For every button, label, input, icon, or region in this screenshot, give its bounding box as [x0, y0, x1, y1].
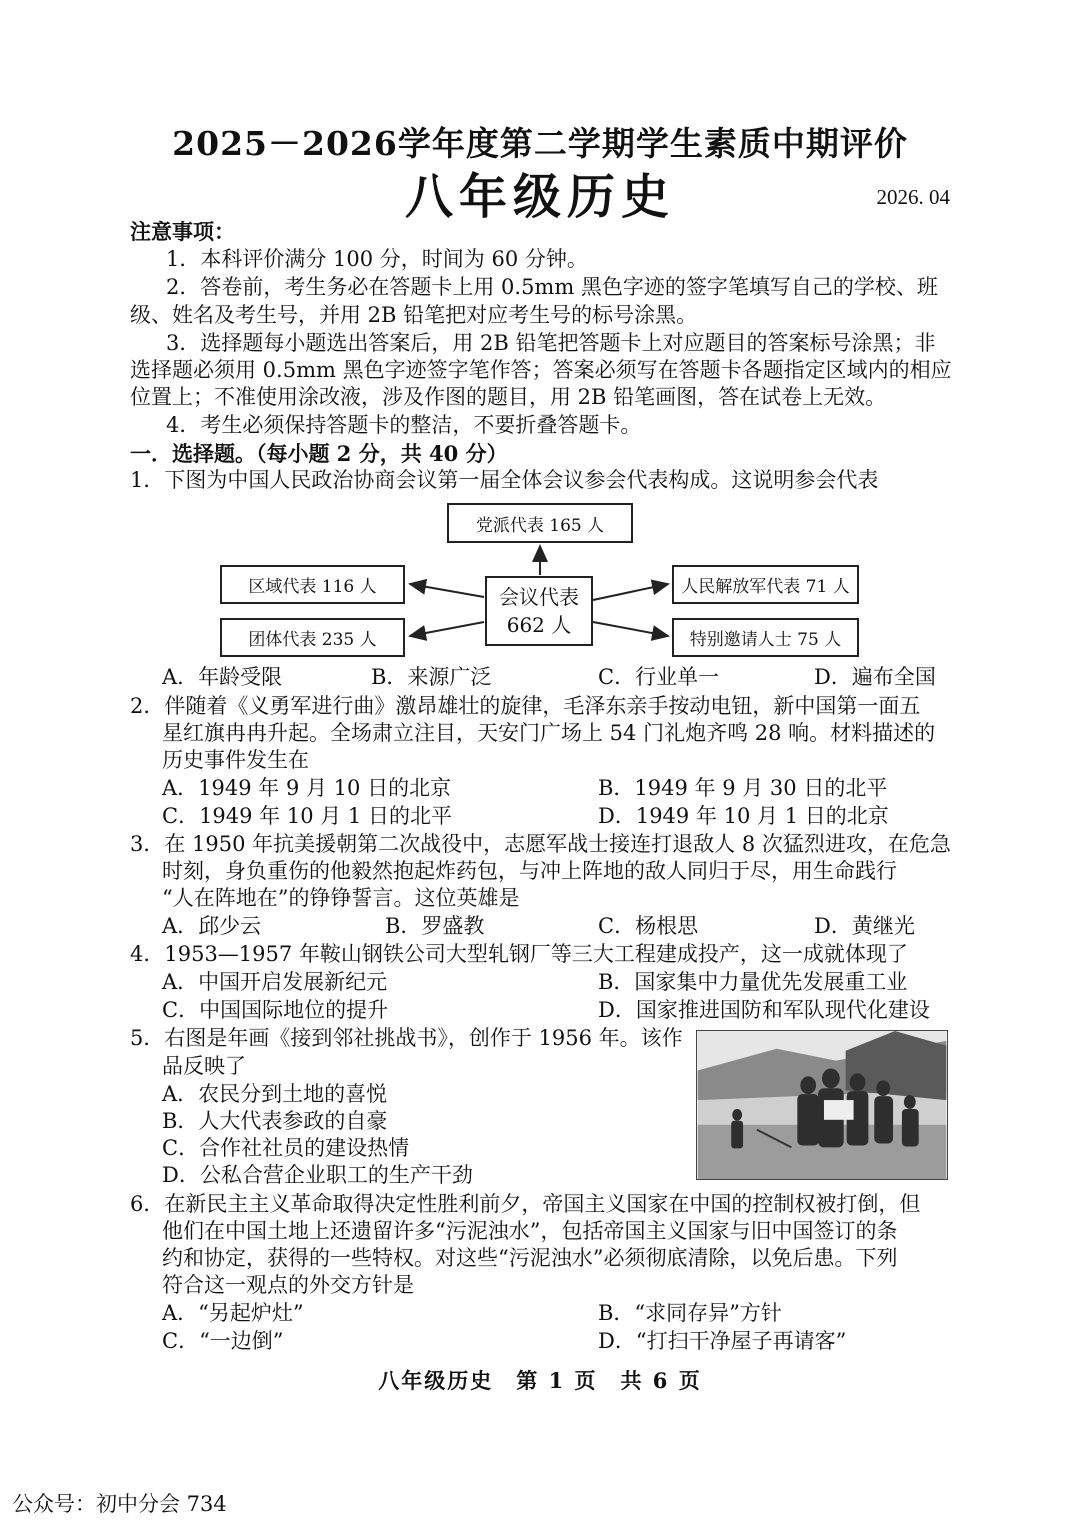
question-2-stem: 历史事件发生在: [162, 748, 309, 772]
new-year-painting-image: [696, 1030, 948, 1180]
q1-option-b: B．来源广泛: [371, 665, 492, 689]
question-3-stem: 3．在 1950 年抗美援朝第二次战役中，志愿军战士接连打退敌人 8 次猛烈进攻，在危急: [130, 832, 951, 856]
q2-option-b: B．1949 年 9 月 30 日的北平: [598, 776, 888, 800]
q2-option-c: C．1949 年 10 月 1 日的北平: [162, 804, 452, 828]
notice-line: 选择题必须用 0.5mm 黑色字迹签字笔作答；答案必须写在答题卡各题指定区域内的相应: [130, 358, 952, 382]
box-special: 特别邀请人士 75 人: [672, 618, 859, 657]
q6-option-c: C．“一边倒”: [162, 1329, 284, 1353]
question-6-stem: 他们在中国土地上还遗留许多“污泥浊水”，包括帝国主义国家与旧中国签订的条: [162, 1219, 898, 1243]
question-1-stem: 1．下图为中国人民政治协商会议第一届全体会议参会代表构成。这说明参会代表: [130, 468, 879, 492]
question-2-stem: 星红旗冉冉升起。全场肃立注目，天安门广场上 54 门礼炮齐鸣 28 响。材料描述的: [162, 721, 936, 745]
notice-line: 级、姓名及考生号，并用 2B 铅笔把对应考生号的标号涂黑。: [130, 303, 698, 327]
box-group: 团体代表 235 人: [220, 618, 405, 657]
box-region: 区域代表 116 人: [220, 565, 405, 604]
q4-option-c: C．中国国际地位的提升: [162, 998, 389, 1022]
q6-option-d: D．“打扫干净屋子再请客”: [598, 1329, 847, 1353]
notice-line: 1．本科评价满分 100 分，时间为 60 分钟。: [166, 247, 588, 271]
notice-line: 2．答卷前，考生务必在答题卡上用 0.5mm 黑色字迹的签字笔填写自己的学校、班: [166, 275, 938, 299]
question-2-stem: 2．伴随着《义勇军进行曲》激昂雄壮的旋律，毛泽东亲手按动电钮，新中国第一面五: [130, 694, 921, 718]
q3-option-b: B．罗盛教: [385, 914, 485, 938]
subject-title: 八年级历史: [404, 169, 675, 225]
page-footer: 八年级历史 第 1 页 共 6 页: [378, 1368, 702, 1393]
q4-option-a: A．中国开启发展新纪元: [162, 970, 388, 994]
question-6-stem: 6．在新民主主义革命取得决定性胜利前夕，帝国主义国家在中国的控制权被打倒，但: [130, 1192, 921, 1216]
question-5-stem: 品反映了: [162, 1054, 246, 1078]
box-army: 人民解放军代表 71 人: [672, 565, 859, 604]
q4-option-b: B．国家集中力量优先发展重工业: [598, 970, 908, 994]
center-label: 会议代表: [499, 585, 579, 609]
exam-date: 2026. 04: [876, 185, 950, 209]
q6-option-b: B．“求同存异”方针: [598, 1301, 782, 1325]
q6-option-a: A．“另起炉灶”: [162, 1301, 304, 1325]
box-center: [485, 576, 593, 646]
notice-line: 4．考生必须保持答题卡的整洁，不要折叠答题卡。: [166, 413, 642, 437]
question-5-stem: 5．右图是年画《接到邻社挑战书》，创作于 1956 年。该作: [130, 1026, 683, 1050]
q5-option-c: C．合作社社员的建设热情: [162, 1136, 410, 1160]
q3-option-a: A．邱少云: [162, 914, 262, 938]
question-6-stem: 约和协定，获得的一些特权。对这些“污泥浊水”必须彻底清除，以免后患。下列: [162, 1246, 898, 1270]
q2-option-a: A．1949 年 9 月 10 日的北京: [162, 776, 452, 800]
question-6-stem: 符合这一观点的外交方针是: [162, 1273, 414, 1297]
notice-line: 位置上；不准使用涂改液，涉及作图的题目，用 2B 铅笔画图，答在试卷上无效。: [130, 385, 887, 409]
q1-option-c: C．行业单一: [598, 665, 720, 689]
q5-option-d: D．公私合营企业职工的生产干劲: [162, 1163, 473, 1187]
watermark-text: 公众号：初中分会 734: [12, 1492, 227, 1516]
q1-option-d: D．遍布全国: [814, 665, 936, 689]
q5-option-a: A．农民分到土地的喜悦: [162, 1082, 388, 1106]
question-3-stem: “人在阵地在”的铮铮誓言。这位英雄是: [162, 886, 520, 910]
notice-line: 3．选择题每小题选出答案后，用 2B 铅笔把答题卡上对应题目的答案标号涂黑；非: [166, 331, 936, 355]
q1-option-a: A．年龄受限: [162, 665, 283, 689]
center-count: 662 人: [506, 613, 572, 637]
question-3-stem: 时刻，身负重伤的他毅然抱起炸药包，与冲上阵地的敌人同归于尽，用生命践行: [162, 859, 897, 883]
q2-option-d: D．1949 年 10 月 1 日的北京: [598, 804, 889, 828]
q5-option-b: B．人大代表参政的自豪: [162, 1109, 388, 1133]
exam-title: 2025－2026学年度第二学期学生素质中期评价: [172, 124, 908, 163]
section-heading: 一．选择题。（每小题 2 分，共 40 分）: [130, 441, 508, 466]
notice-title: 注意事项：: [130, 219, 235, 244]
box-party: 党派代表 165 人: [447, 503, 633, 543]
q3-option-c: C．杨根思: [598, 914, 699, 938]
question-4-stem: 4．1953—1957 年鞍山钢铁公司大型轧钢厂等三大工程建成投产，这一成就体现了: [130, 942, 908, 966]
q4-option-d: D．国家推进国防和军队现代化建设: [598, 998, 930, 1022]
q3-option-d: D．黄继光: [814, 914, 915, 938]
